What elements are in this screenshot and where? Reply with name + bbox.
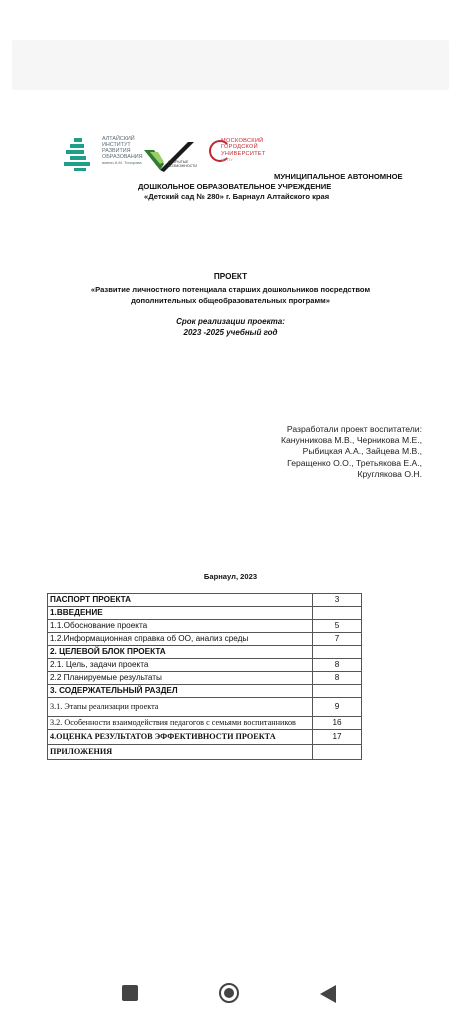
toc-title: 2.1. Цель, задачи проекта (48, 659, 313, 672)
authors-line: Разработали проект воспитатели: (286, 424, 422, 434)
toc-page: 7 (313, 633, 362, 646)
city-year: Барнаул, 2023 (203, 572, 258, 581)
org-line-2: ДОШКОЛЬНОЕ ОБРАЗОВАТЕЛЬНОЕ УЧРЕЖДЕНИЕ (138, 182, 332, 191)
table-row (48, 620, 362, 633)
table-row (48, 698, 362, 717)
top-bar (12, 40, 449, 90)
project-label: ПРОЕКТ (213, 272, 248, 281)
authors-line: Рыбицкая А.А., Зайцева М.В., (302, 446, 422, 457)
toc-page: 3 (313, 594, 362, 607)
term-value: 2023 -2025 учебный год (183, 328, 278, 337)
authors-line: Геращенко О.О., Третьякова Е.А., (287, 457, 422, 468)
toc-title: 3. СОДЕРЖАТЕЛЬНЫЙ РАЗДЕЛ (48, 685, 313, 698)
toc-title: 3.2. Особенности взаимодействия педагогов с семьями воспитанников (48, 717, 313, 730)
authors-line: Круглякова О.Н. (357, 468, 422, 479)
toc-page: 8 (313, 659, 362, 672)
toc-page: 8 (313, 672, 362, 685)
term-label: Срок реализации проекта: (176, 317, 285, 326)
logo2-text: ОТКРЫТЫЕ ВОЗМОЖНОСТИ (168, 160, 197, 168)
toc-title: 1.2.Информационная справка об ОО, анализ среды (48, 633, 313, 646)
system-nav-bar (0, 975, 461, 1019)
table-row (48, 717, 362, 730)
table-row (48, 594, 362, 607)
airo-logo (64, 136, 142, 172)
toc-title: 1.ВВЕДЕНИЕ (48, 607, 313, 620)
logo3-line: ГОРОДСКОЙ (221, 144, 258, 151)
toc-page: 5 (313, 620, 362, 633)
logo1-line: ИНСТИТУТ (102, 142, 131, 148)
project-title-line-2: дополнительных общеобразовательных программ» (131, 296, 330, 305)
logo3-line: МГПУ (221, 157, 234, 163)
toc-title: 3.1. Этапы реализации проекта (48, 698, 313, 717)
logo1-line: АЛТАЙСКИЙ (102, 136, 135, 142)
org-line-3: «Детский сад № 280» г. Барнаул Алтайского края (144, 192, 330, 201)
back-triangle-icon[interactable] (320, 985, 336, 1003)
table-row (48, 730, 362, 745)
toc-page (313, 607, 362, 620)
project-title-line-1: «Развитие личностного потенциала старших дошкольников посредством (90, 285, 371, 294)
logo3-line: УНИВЕРСИТЕТ (221, 150, 266, 157)
airo-logo-mark-icon (64, 136, 94, 172)
toc-title: 2.2 Планируемые результаты (48, 672, 313, 685)
table-row (48, 607, 362, 620)
toc-page: 16 (313, 717, 362, 730)
toc-title: 4.ОЦЕНКА РЕЗУЛЬТАТОВ ЭФФЕКТИВНОСТИ ПРОЕКТА (48, 730, 313, 745)
authors-line: Канунникова М.В., Черникова М.Е., (281, 435, 422, 446)
home-circle-icon[interactable] (219, 983, 239, 1003)
org-line-1: МУНИЦИПАЛЬНОЕ АВТОНОМНОЕ (274, 172, 403, 181)
toc-page: 9 (313, 698, 362, 717)
toc-title: ПАСПОРТ ПРОЕКТА (48, 594, 313, 607)
toc-page: 17 (313, 730, 362, 745)
toc-title: 2. ЦЕЛЕВОЙ БЛОК ПРОЕКТА (48, 646, 313, 659)
toc-title: 1.1.Обоснование проекта (48, 620, 313, 633)
logo3-line: МОСКОВСКИЙ (221, 138, 264, 144)
logo1-line: ОБРАЗОВАНИЯ (102, 154, 143, 160)
table-row (48, 633, 362, 646)
toc-page (313, 745, 362, 760)
recents-square-icon[interactable] (122, 985, 138, 1001)
open-opportunities-logo (144, 140, 196, 172)
table-row (48, 646, 362, 659)
authors-block (281, 424, 422, 480)
logo1-line: РАЗВИТИЯ (102, 148, 131, 154)
mgpu-logo (209, 134, 299, 174)
table-row (48, 672, 362, 685)
toc-page (313, 646, 362, 659)
toc-title: ПРИЛОЖЕНИЯ (48, 745, 313, 760)
toc-page (313, 685, 362, 698)
table-row (48, 685, 362, 698)
logo1-line: имени А.М. Топорова (102, 160, 142, 165)
table-row (48, 659, 362, 672)
table-of-contents (47, 593, 362, 760)
table-row (48, 745, 362, 760)
